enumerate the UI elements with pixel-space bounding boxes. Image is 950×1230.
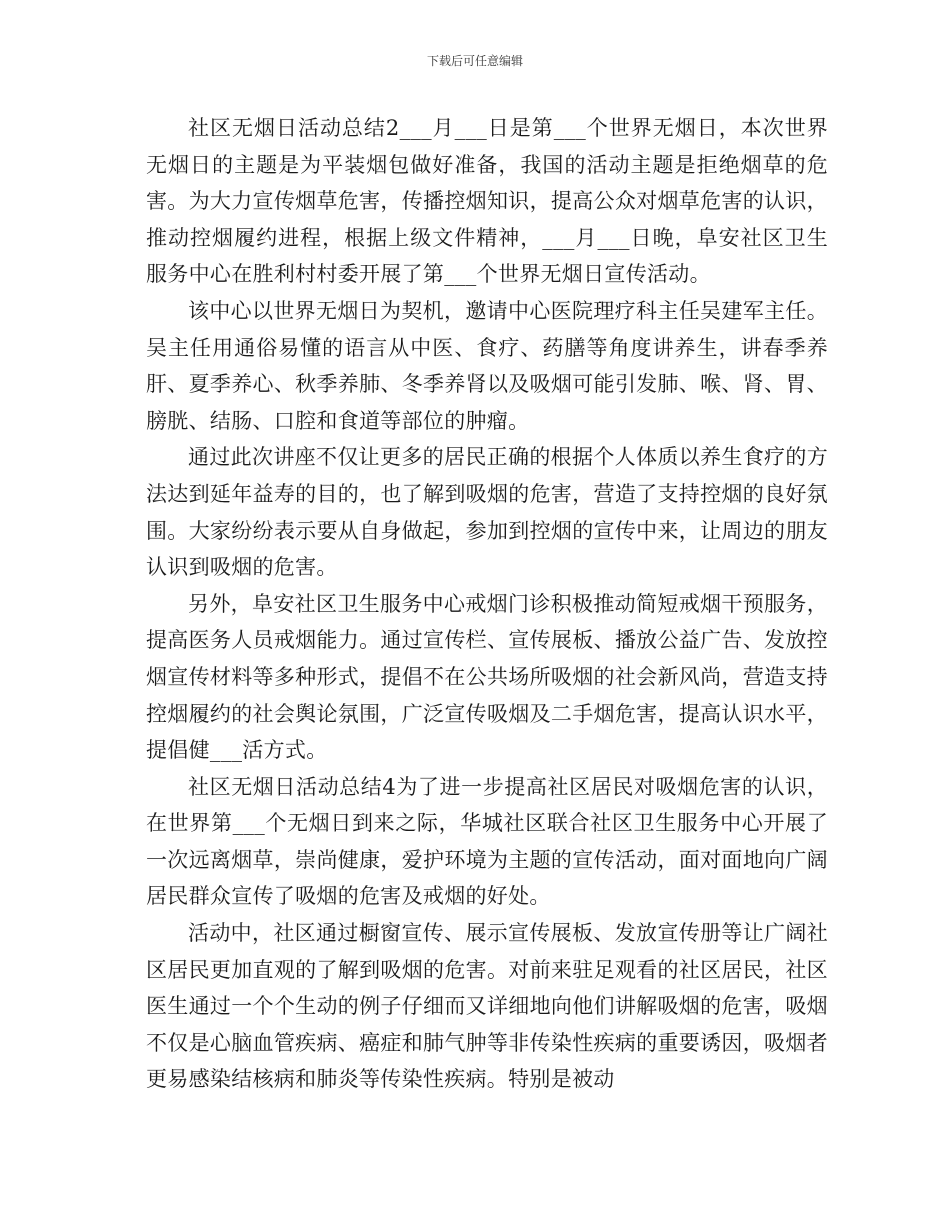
paragraph-4: 另外，阜安社区卫生服务中心戒烟门诊积极推动简短戒烟干预服务，提高医务人员戒烟能力。通过宣传栏、宣传展板、播放公益广告、发放控烟宣传材料等多种形式，提倡不在公共场所吸烟的社会新风尚，营造支持控烟履约的社会舆论氛围，广泛宣传吸烟及二手烟危害，提高认识水平，提倡健___活方式。 — [146, 591, 828, 763]
paragraph-3: 通过此次讲座不仅让更多的居民正确的根据个人体质以养生食疗的方法达到延年益寿的目的，也了解到吸烟的危害，营造了支持控烟的良好氛围。大家纷纷表示要从自身做起，参加到控烟的宣传中来，让周边的朋友认识到吸烟的危害。 — [146, 445, 828, 580]
paragraph-1: 社区无烟日活动总结2___月___日是第___个世界无烟日，本次世界无烟日的主题是为平装烟包做好准备，我国的活动主题是拒绝烟草的危害。为大力宣传烟草危害，传播控烟知识，提高公众对烟草危害的认识，推动控烟履约进程，根据上级文件精神，___月___日晚，阜安社区卫生服务中心在胜利村村委开展了第___个世界无烟日宣传活动。 — [146, 116, 828, 287]
page-header: 下载后可任意编辑 — [426, 54, 523, 68]
paragraph-6: 活动中，社区通过橱窗宣传、展示宣传展板、发放宣传册等让广阔社区居民更加直观的了解到吸烟的危害。对前来驻足观看的社区居民，社区医生通过一个个生动的例子仔细而又详细地向他们讲解吸烟的危害，吸烟不仅是心脑血管疾病、癌症和肺气肿等非传染性疾病的重要诱因，吸烟者更易感染结核病和肺炎等传染性疾病。特别是被动 — [146, 921, 828, 1092]
paragraph-2: 该中心以世界无烟日为契机，邀请中心医院理疗科主任吴建军主任。吴主任用通俗易懂的语言从中医、食疗、药膳等角度讲养生，讲春季养肝、夏季养心、秋季养肺、冬季养肾以及吸烟可能引发肺、喉、肾、胃、膀胱、结肠、口腔和食道等部位的肿瘤。 — [146, 298, 828, 433]
paragraph-5: 社区无烟日活动总结4为了进一步提高社区居民对吸烟危害的认识，在世界第___个无烟日到来之际，华城社区联合社区卫生服务中心开展了一次远离烟草，崇尚健康，爱护环境为主题的宣传活动，面对面地向广阔居民群众宣传了吸烟的危害及戒烟的好处。 — [146, 774, 828, 909]
document-body — [146, 110, 828, 1098]
